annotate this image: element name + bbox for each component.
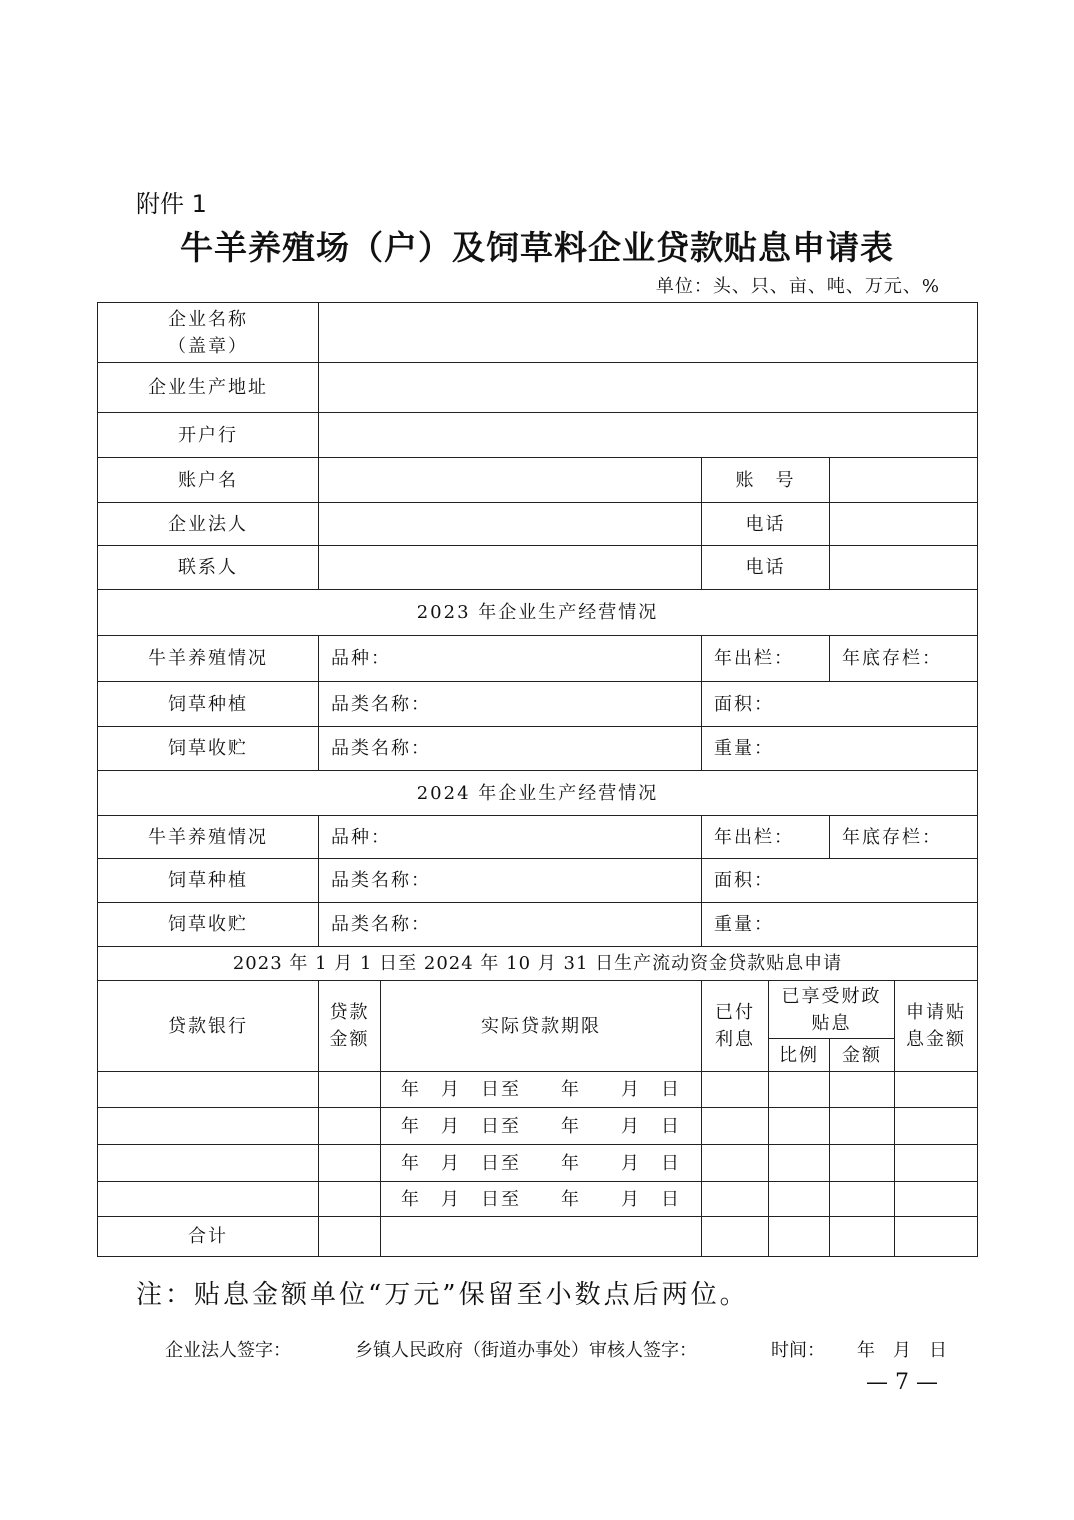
footnote: 注：贴息金额单位“万元”保留至小数点后两位。: [136, 1280, 749, 1310]
col-header-bank: 贷款银行: [98, 981, 319, 1072]
loan-interest-cell[interactable]: [702, 1145, 769, 1182]
company-name-field[interactable]: [319, 303, 978, 363]
contact-label: 联系人: [98, 546, 319, 590]
legal-person-label: 企业法人: [98, 503, 319, 546]
row-legal-person: [98, 503, 978, 546]
loan-term-cell[interactable]: 年 月 日至 年 月 日: [381, 1108, 702, 1145]
loan-bank-cell[interactable]: [98, 1072, 319, 1108]
forage-planting-2024-label: 饲草种植: [98, 859, 319, 903]
livestock-2024-label: 牛羊养殖情况: [98, 816, 319, 859]
total-term-cell[interactable]: [381, 1217, 702, 1257]
col-header-subsidy: 已享受财政 贴息: [769, 981, 895, 1039]
loan-interest-cell[interactable]: [702, 1108, 769, 1145]
attachment-label: 附件 1: [136, 190, 207, 218]
page-number: — 7 —: [866, 1370, 938, 1395]
loan-amount-cell[interactable]: [319, 1108, 381, 1145]
loan-amount-cell[interactable]: [319, 1182, 381, 1217]
storage-category-2024-field[interactable]: 品类名称：: [319, 903, 702, 947]
loan-apply-cell[interactable]: [895, 1182, 978, 1217]
loan-term-cell[interactable]: 年 月 日至 年 月 日: [381, 1072, 702, 1108]
row-contact: [98, 546, 978, 590]
row-loan-header-1: [98, 981, 978, 1039]
company-name-label: 企业名称 （盖章）: [98, 303, 319, 363]
legal-phone-field[interactable]: [830, 503, 978, 546]
row-2024-storage: [98, 903, 978, 947]
form-title: 牛羊养殖场（户）及饲草料企业贷款贴息申请表: [180, 228, 894, 267]
row-2023-storage: [98, 727, 978, 771]
address-field[interactable]: [319, 363, 978, 413]
loan-apply-cell[interactable]: [895, 1145, 978, 1182]
legal-phone-label: 电话: [702, 503, 830, 546]
total-ratio-cell[interactable]: [769, 1217, 830, 1257]
row-2024-planting: [98, 859, 978, 903]
total-amount-cell[interactable]: [319, 1217, 381, 1257]
loan-ratio-cell[interactable]: [769, 1145, 830, 1182]
loan-apply-cell[interactable]: [895, 1072, 978, 1108]
loan-ratio-cell[interactable]: [769, 1182, 830, 1217]
contact-phone-label: 电话: [702, 546, 830, 590]
address-label: 企业生产地址: [98, 363, 319, 413]
loan-apply-cell[interactable]: [895, 1108, 978, 1145]
variety-2024-field[interactable]: 品种：: [319, 816, 702, 859]
row-2023-heading: [98, 590, 978, 636]
annual-out-2023-field[interactable]: 年出栏：: [702, 636, 830, 682]
total-interest-cell[interactable]: [702, 1217, 769, 1257]
planting-area-2023-field[interactable]: 面积：: [702, 682, 978, 727]
row-2024-livestock: [98, 816, 978, 859]
account-name-label: 账户名: [98, 458, 319, 503]
application-form-table: [97, 302, 978, 1257]
loan-interest-cell[interactable]: [702, 1072, 769, 1108]
annual-out-2024-field[interactable]: 年出栏：: [702, 816, 830, 859]
planting-category-2024-field[interactable]: 品类名称：: [319, 859, 702, 903]
section-2023-heading: 2023 年企业生产经营情况: [98, 590, 978, 636]
unit-note: 单位：头、只、亩、吨、万元、%: [655, 276, 940, 297]
bank-label: 开户行: [98, 413, 319, 458]
loan-subsidy-cell[interactable]: [830, 1108, 895, 1145]
loan-ratio-cell[interactable]: [769, 1072, 830, 1108]
loan-amount-cell[interactable]: [319, 1145, 381, 1182]
loan-bank-cell[interactable]: [98, 1108, 319, 1145]
total-label: 合计: [98, 1217, 319, 1257]
loan-subsidy-cell[interactable]: [830, 1145, 895, 1182]
account-no-label: 账 号: [702, 458, 830, 503]
col-header-term: 实际贷款期限: [381, 981, 702, 1072]
loan-subsidy-cell[interactable]: [830, 1182, 895, 1217]
row-address: [98, 363, 978, 413]
storage-weight-2023-field[interactable]: 重量：: [702, 727, 978, 771]
storage-category-2023-field[interactable]: 品类名称：: [319, 727, 702, 771]
forage-planting-2023-label: 饲草种植: [98, 682, 319, 727]
row-total: [98, 1217, 978, 1257]
col-header-ratio: 比例: [769, 1039, 830, 1072]
row-bank: [98, 413, 978, 458]
account-name-field[interactable]: [319, 458, 702, 503]
loan-term-cell[interactable]: 年 月 日至 年 月 日: [381, 1145, 702, 1182]
row-2023-livestock: [98, 636, 978, 682]
row-loan-heading: [98, 947, 978, 981]
col-header-apply-amount: 申请贴 息金额: [895, 981, 978, 1072]
row-2023-planting: [98, 682, 978, 727]
loan-row: [98, 1182, 978, 1217]
col-header-amount: 贷款 金额: [319, 981, 381, 1072]
storage-weight-2024-field[interactable]: 重量：: [702, 903, 978, 947]
forage-storage-2023-label: 饲草收贮: [98, 727, 319, 771]
loan-amount-cell[interactable]: [319, 1072, 381, 1108]
loan-row: [98, 1072, 978, 1108]
row-account: [98, 458, 978, 503]
loan-section-heading: 2023 年 1 月 1 日至 2024 年 10 月 31 日生产流动资金贷款贴息申请: [98, 947, 978, 981]
row-company-name: [98, 303, 978, 363]
planting-area-2024-field[interactable]: 面积：: [702, 859, 978, 903]
col-header-subsidy-amount: 金额: [830, 1039, 895, 1072]
year-end-stock-2024-field[interactable]: 年底存栏：: [830, 816, 978, 859]
legal-person-field[interactable]: [319, 503, 702, 546]
loan-subsidy-cell[interactable]: [830, 1072, 895, 1108]
loan-bank-cell[interactable]: [98, 1182, 319, 1217]
loan-interest-cell[interactable]: [702, 1182, 769, 1217]
loan-row: [98, 1145, 978, 1182]
contact-field[interactable]: [319, 546, 702, 590]
legal-signature-label: 企业法人签字：: [165, 1340, 291, 1361]
year-end-stock-2023-field[interactable]: 年底存栏：: [830, 636, 978, 682]
account-no-field[interactable]: [830, 458, 978, 503]
col-header-paid-interest: 已付 利息: [702, 981, 769, 1072]
forage-storage-2024-label: 饲草收贮: [98, 903, 319, 947]
time-label: 时间：: [771, 1340, 825, 1361]
total-apply-cell[interactable]: [895, 1217, 978, 1257]
loan-term-cell[interactable]: 年 月 日至 年 月 日: [381, 1182, 702, 1217]
contact-phone-field[interactable]: [830, 546, 978, 590]
section-2024-heading: 2024 年企业生产经营情况: [98, 771, 978, 816]
gov-signature-label: 乡镇人民政府（街道办事处）审核人签字：: [355, 1340, 697, 1361]
total-subsidy-cell[interactable]: [830, 1217, 895, 1257]
loan-ratio-cell[interactable]: [769, 1108, 830, 1145]
loan-bank-cell[interactable]: [98, 1145, 319, 1182]
variety-2023-field[interactable]: 品种：: [319, 636, 702, 682]
planting-category-2023-field[interactable]: 品类名称：: [319, 682, 702, 727]
loan-row: [98, 1108, 978, 1145]
bank-field[interactable]: [319, 413, 978, 458]
row-2024-heading: [98, 771, 978, 816]
livestock-2023-label: 牛羊养殖情况: [98, 636, 319, 682]
date-placeholder: 年 月 日: [857, 1340, 947, 1361]
